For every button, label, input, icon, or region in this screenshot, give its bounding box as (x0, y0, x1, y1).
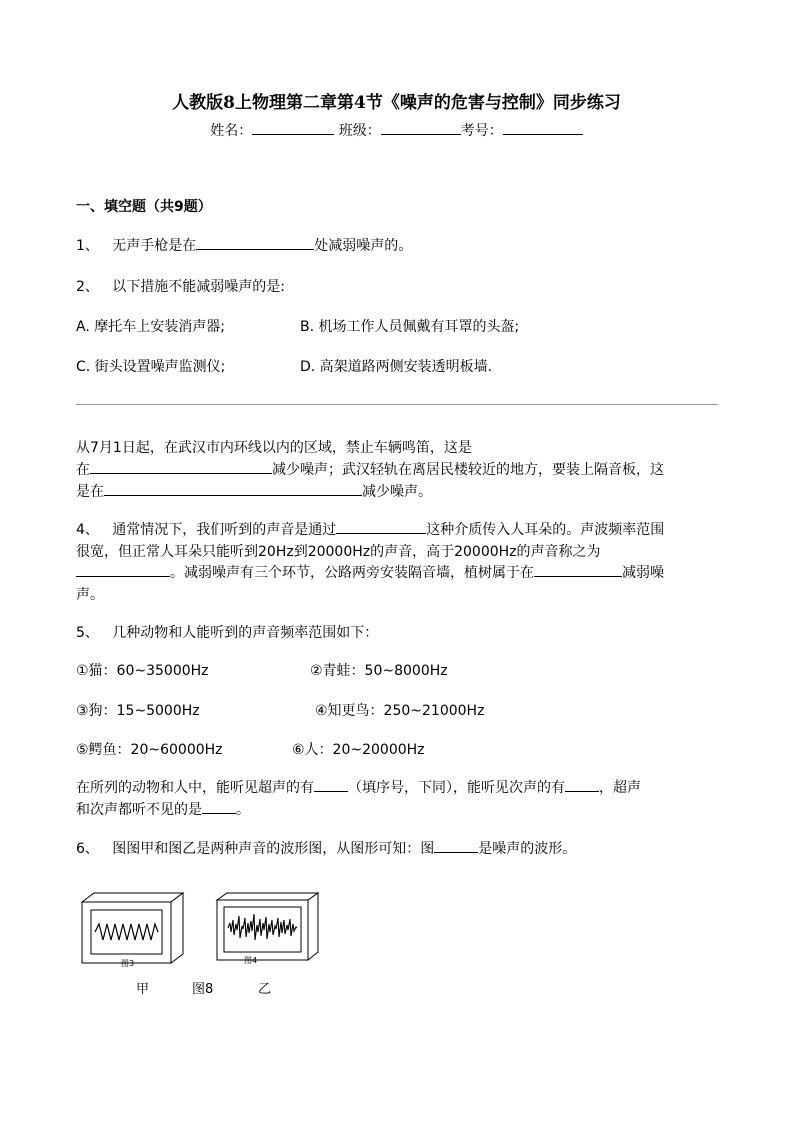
question-4-line1 (76, 519, 664, 539)
label-yi: 乙 (258, 982, 272, 997)
caption-fig3: 图3 (121, 959, 135, 968)
name-blank[interactable] (252, 120, 334, 135)
question-5 (76, 622, 378, 642)
question-text: 这种介质传入人耳朵的。声波频率范围 (426, 522, 665, 538)
question-text: 和次声都听不见的是 (76, 802, 202, 818)
exam-blank[interactable] (503, 120, 583, 135)
question-text: （填序号，下同），能听见次声的有 (348, 780, 565, 796)
question-text: 无声手枪是在 (112, 238, 197, 254)
answer-blank[interactable] (202, 799, 236, 814)
question-number: 4、 (76, 522, 99, 538)
question-number: 6、 (76, 841, 99, 857)
question-number: 2、 (76, 279, 99, 295)
question-1 (76, 235, 412, 255)
item-human: ⑥人：20~20000Hz (292, 742, 425, 758)
answer-blank[interactable] (314, 777, 348, 792)
question-text: 减少噪声；武汉轻轨在离居民楼较近的地方，要装上隔音板，这 (272, 462, 664, 478)
question-text: 在所列的动物和人中，能听见超声的有 (76, 780, 314, 796)
option-a: A. 摩托车上安装消声器; (76, 319, 225, 335)
question-text: 在 (76, 462, 90, 478)
question-text: 是噪声的波形。 (478, 841, 577, 857)
class-label: 班级： (338, 123, 381, 139)
question-text: 。减弱噪声有三个环节，公路两旁安装隔音墙，植树属于在 (170, 565, 534, 581)
answer-blank[interactable] (90, 459, 272, 474)
question-4-line4: 声。 (76, 587, 104, 603)
student-info (0, 120, 793, 140)
caption-fig4: 图4 (244, 956, 258, 965)
answer-blank[interactable] (565, 777, 599, 792)
page-title: 人教版8上物理第二章第4节《噪声的危害与控制》同步练习 (172, 93, 621, 113)
answer-blank[interactable] (336, 519, 426, 534)
question-3-line3 (76, 481, 432, 501)
question-3-line2 (76, 459, 664, 479)
label-fig8: 图8 (192, 982, 214, 997)
section-heading: 一、填空题（共9题） (76, 199, 212, 215)
question-text: 处减弱噪声的。 (314, 238, 413, 254)
answer-blank[interactable] (104, 481, 362, 496)
question-5-ask-line2 (76, 799, 250, 819)
item-robin: ④知更鸟：250~21000Hz (315, 703, 485, 719)
question-text: 以下措施不能减弱噪声的是: (112, 279, 285, 295)
question-number: 5、 (76, 625, 99, 641)
option-b: B. 机场工作人员佩戴有耳罩的头盔; (300, 319, 520, 335)
divider (76, 404, 718, 405)
question-text: 是在 (76, 484, 104, 500)
item-frog: ②青蛙：50~8000Hz (310, 663, 448, 679)
question-text: 减弱噪 (622, 565, 664, 581)
item-cat: ①猫：60~35000Hz (76, 663, 209, 679)
item-crocodile: ⑤鳄鱼：20~60000Hz (76, 742, 223, 758)
question-text: 。 (236, 802, 250, 818)
waveform-figure (78, 890, 328, 970)
option-c: C. 街头设置噪声监测仪; (76, 359, 226, 375)
name-label: 姓名： (210, 123, 253, 139)
oscilloscope-jia (82, 893, 183, 963)
question-4-line3 (76, 562, 664, 582)
option-d: D. 高架道路两侧安装透明板墙. (300, 359, 493, 375)
label-jia: 甲 (136, 982, 150, 997)
item-dog: ③狗：15~5000Hz (76, 703, 200, 719)
question-4-line2: 很宽，但正常人耳朵只能听到20Hz到20000Hz的声音，高于20000Hz的声音称之为 (76, 544, 601, 560)
question-number: 1、 (76, 238, 99, 254)
exam-label: 考号： (460, 123, 503, 139)
question-text: ，超声 (599, 780, 641, 796)
question-6 (76, 838, 576, 858)
question-2 (76, 276, 285, 296)
question-text: 通常情况下，我们听到的声音是通过 (112, 522, 337, 538)
answer-blank[interactable] (76, 562, 170, 577)
question-5-ask-line1 (76, 777, 641, 797)
question-text: 减少噪声。 (362, 484, 432, 500)
answer-blank[interactable] (434, 838, 478, 853)
class-blank[interactable] (381, 120, 461, 135)
answer-blank[interactable] (534, 562, 622, 577)
question-3-line1: 从7月1日起，在武汉市内环线以内的区域，禁止车辆鸣笛，这是 (76, 440, 472, 456)
question-text: 几种动物和人能听到的声音频率范围如下： (112, 625, 379, 641)
question-text: 图图甲和图乙是两种声音的波形图，从图形可知：图 (112, 841, 435, 857)
oscilloscope-yi (217, 893, 318, 960)
answer-blank[interactable] (196, 235, 314, 250)
